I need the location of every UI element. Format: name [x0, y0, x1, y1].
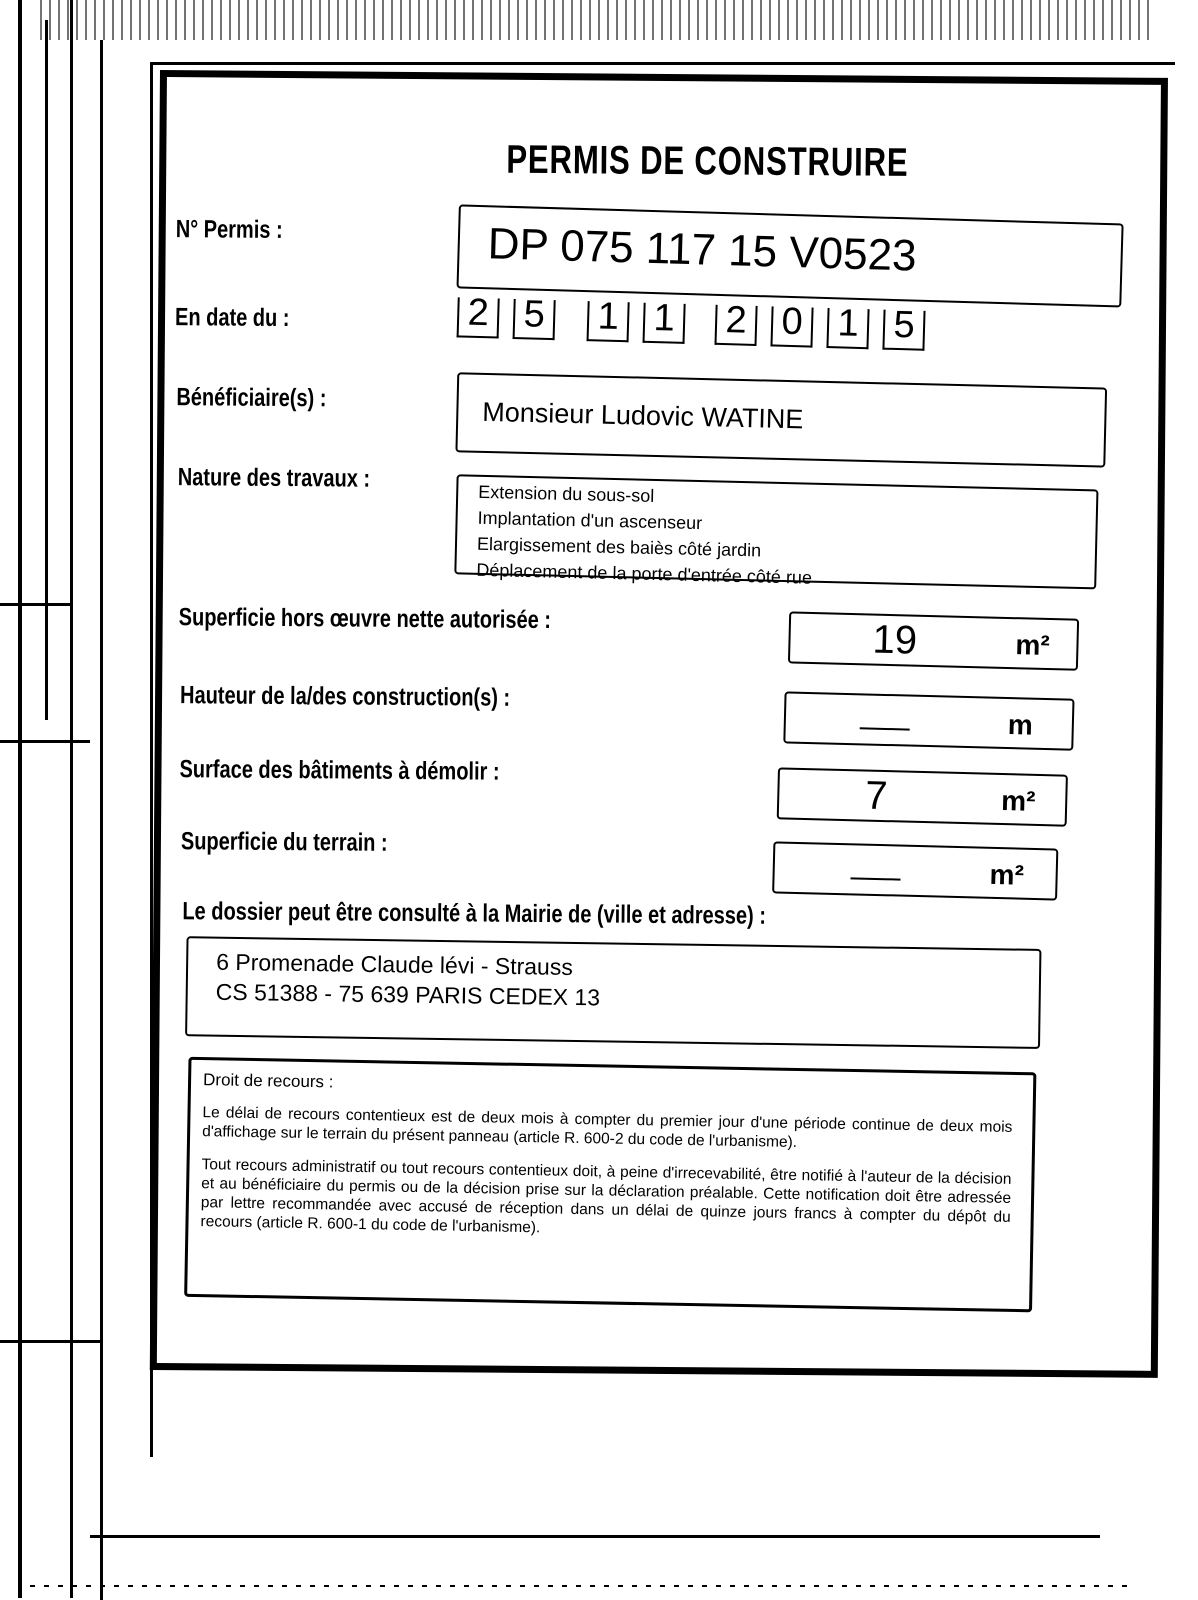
date-digit: 0	[770, 306, 813, 347]
height-unit: m	[1007, 709, 1034, 741]
demolish-value: 7	[864, 773, 889, 819]
demolish-unit: m²	[1000, 785, 1036, 817]
land-empty-dash	[851, 877, 901, 880]
date-digit: 1	[826, 308, 869, 349]
date-digit: 2	[457, 297, 500, 338]
dossier-label: Le dossier peut être consulté à la Mairie de (ville et adresse) :	[182, 897, 767, 930]
recourse-heading: Droit de recours :	[202, 1070, 334, 1092]
beneficiary-value: Monsieur Ludovic WATINE	[482, 396, 804, 435]
works-item: Implantation d'un ascenseur	[477, 507, 703, 534]
demolish-label: Surface des bâtiments à démolir :	[179, 755, 500, 786]
height-empty-dash	[860, 727, 910, 730]
permit-title: PERMIS DE CONSTRUIRE	[506, 137, 909, 185]
scan-noise-bottom	[30, 1585, 1130, 1587]
date-field	[456, 291, 937, 361]
recourse-paragraph: Tout recours administratif ou tout recours contentieux doit, à peine d'irrecevabilité, être notifié à l'auteur de la décision et au bénéficiaire du permis ou de la décision prise sur la déclaration préalable. Cette notification doit être adressée par lettre recommandée avec accusé de réception dans un délai de quinze jours francs à compter du dépôt du recours (article R. 600-1 du code de l'urbanisme).	[200, 1156, 1012, 1237]
date-digit: 5	[882, 310, 925, 351]
land-label: Superficie du terrain :	[180, 827, 388, 857]
land-field	[772, 841, 1058, 900]
land-unit: m²	[989, 858, 1025, 891]
recourse-paragraph: Le délai de recours contentieux est de deux mois à compter du premier jour d'une période continue de deux mois d'affichage sur le terrain du présent panneau (article R. 600-2 du code de l'urbanisme).	[202, 1104, 1013, 1151]
beneficiary-label: Bénéficiaire(s) :	[176, 383, 327, 413]
permit-frame	[150, 70, 1168, 1378]
works-list	[476, 479, 814, 591]
shon-field	[788, 611, 1079, 670]
height-label: Hauteur de la/des construction(s) :	[179, 681, 511, 712]
recourse-box	[184, 1057, 1036, 1312]
permit-number-field	[456, 204, 1123, 307]
works-item: Déplacement de la porte d'entrée côté rue	[476, 559, 813, 588]
date-digit: 1	[643, 303, 686, 344]
shon-label: Superficie hors œuvre nette autorisée :	[178, 603, 552, 635]
recourse-text	[200, 1070, 1013, 1260]
address-line: 6 Promenade Claude lévi - Strauss	[215, 948, 574, 980]
demolish-field	[777, 767, 1068, 826]
beneficiary-field	[455, 372, 1107, 467]
permit-number-label: N° Permis :	[175, 215, 283, 244]
panel-bottom-edge	[90, 1535, 1100, 1538]
shon-value: 19	[872, 617, 918, 663]
works-item: Elargissement des baiès côté jardin	[476, 533, 762, 561]
date-digit: 1	[587, 301, 630, 342]
date-digit: 5	[513, 299, 556, 340]
permit-number-value: DP 075 117 15 V0523	[487, 219, 918, 281]
works-label: Nature des travaux :	[177, 463, 371, 493]
scan-noise-top	[40, 0, 1150, 40]
address-block	[216, 947, 601, 1013]
date-label: En date du :	[174, 303, 290, 333]
works-field	[454, 474, 1098, 589]
address-line: CS 51388 - 75 639 PARIS CEDEX 13	[215, 978, 601, 1011]
date-digit: 2	[714, 305, 757, 346]
address-field	[185, 936, 1041, 1049]
works-item: Extension du sous-sol	[478, 481, 655, 506]
scan-noise-left	[0, 0, 150, 1598]
shon-unit: m²	[1015, 629, 1051, 662]
height-field	[783, 691, 1074, 750]
